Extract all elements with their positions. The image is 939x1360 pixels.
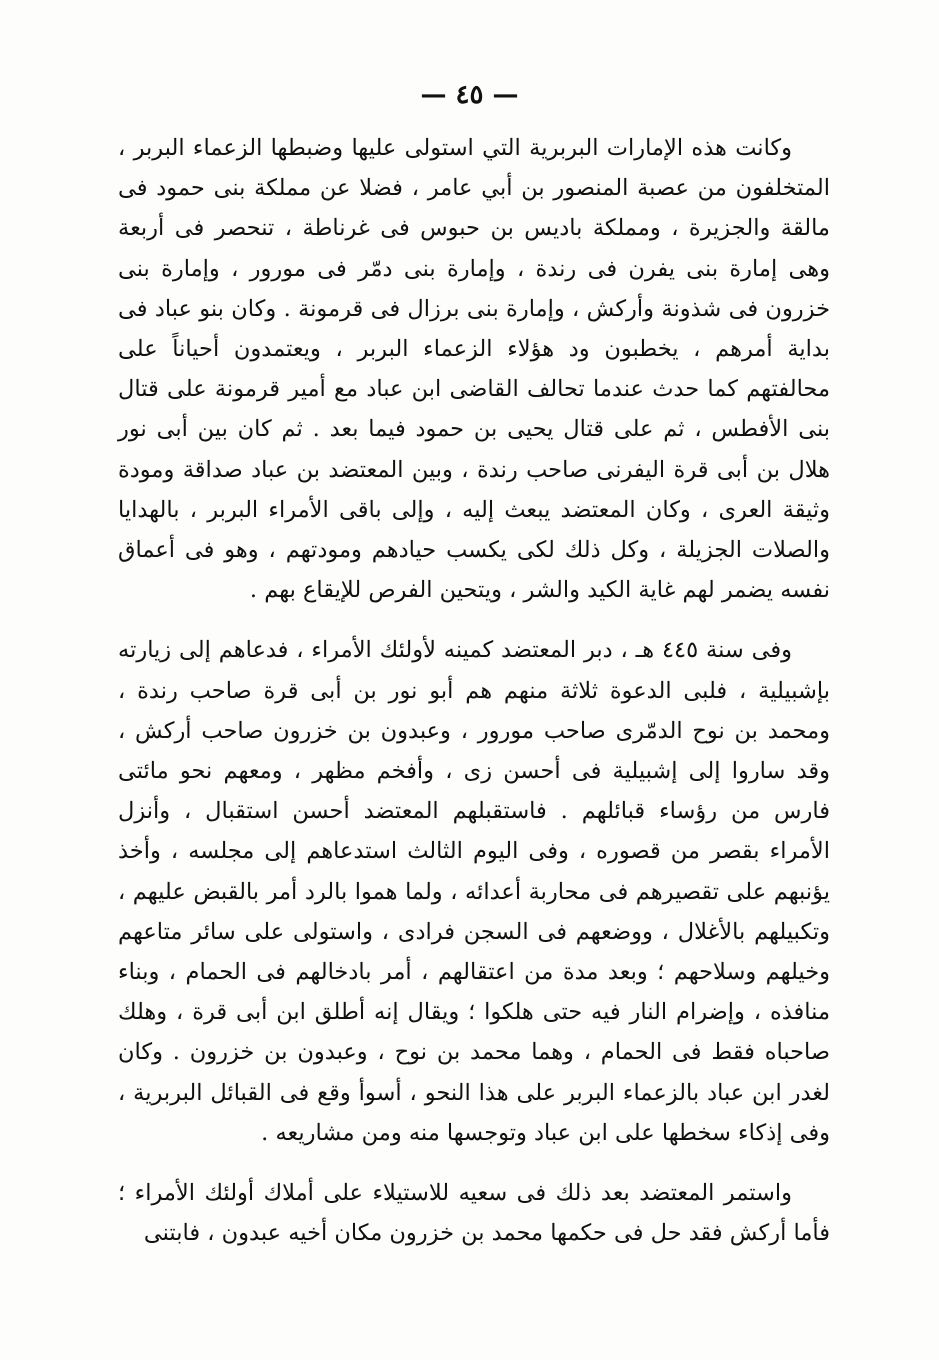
paragraph-1: وكانت هذه الإمارات البربرية التي استولى عليها وضبطها الزعماء البربر ، المتخلفون من عصبة المنصور بن أبي عامر ، فضلا عن مملكة بنى حمود فى مالقة والجزيرة ، ومملكة باديس بن حبوس فى غرناطة ، تنحصر فى أربعة وهى إمارة بنى يفرن فى رندة ، وإمارة بنى دمّر فى مورور ، وإمارة بنى خزرون فى شذونة وأركش ، وإمارة بنى برزال فى قرمونة . وكان بنو عباد فى بداية أمرهم ، يخطبون ود هؤلاء الزعماء البربر ، ويعتمدون أحياناً على محالفتهم كما حدث عندما تحالف القاضى ابن عباد مع أمير قرمونة على قتال بنى الأفطس ، ثم على قتال يحيى بن حمود فيما بعد . ثم كان بين أبى نور هلال بن أبى قرة اليفرنى صاحب رندة ، وبين المعتضد بن عباد صداقة ومودة وثيقة العرى ، وكان المعتضد يبعث إليه ، وإلى باقى الأمراء البربر ، بالهدايا والصلات الجزيلة ، وكل ذلك لكى يكسب حيادهم ومودتهم ، وهو فى أعماق نفسه يضمر لهم غاية الكيد والشر ، ويتحين الفرص للإيقاع بهم .	[118, 135, 830, 604]
paragraph-3: واستمر المعتضد بعد ذلك فى سعيه للاستيلاء على أملاك أولئك الأمراء ؛ فأما أركش فقد حل فى حكمها محمد بن خزرون مكان أخيه عبدون ، فابتنى	[118, 1180, 830, 1247]
page-body	[118, 128, 830, 1253]
paragraph-2: وفى سنة ٤٤٥ هـ ، دبر المعتضد كمينه لأولئك الأمراء ، فدعاهم إلى زيارته بإشبيلية ، فلبى الدعوة ثلاثة منهم هم أبو نور بن أبى قرة صاحب رندة ، ومحمد بن نوح الدمّرى صاحب مورور ، وعبدون بن خزرون صاحب أركش ، وقد ساروا إلى إشبيلية فى أحسن زى ، وأفخم مظهر ، ومعهم نحو مائتى فارس من رؤساء قبائلهم . فاستقبلهم المعتضد أحسن استقبال ، وأنزل الأمراء بقصر من قصوره ، وفى اليوم الثالث استدعاهم إلى مجلسه ، وأخذ يؤنبهم على تقصيرهم فى محاربة أعدائه ، ولما هموا بالرد أمر بالقبض عليهم ، وتكبيلهم بالأغلال ، ووضعهم فى السجن فرادى ، واستولى على سائر متاعهم وخيلهم وسلاحهم ؛ وبعد مدة من اعتقالهم ، أمر بادخالهم فى الحمام ، وبناء منافذه ، وإضرام النار فيه حتى هلكوا ؛ ويقال إنه أطلق ابن أبى قرة ، وهلك صاحباه فقط فى الحمام ، وهما محمد بن نوح ، وعبدون بن خزرون . وكان لغدر ابن عباد بالزعماء البربر على هذا النحو ، أسوأ وقع فى القبائل البربرية ، وفى إذكاء سخطها على ابن عباد وتوجسها منه ومن مشاريعه .	[118, 637, 830, 1146]
page-number: — ٤٥ —	[420, 80, 519, 110]
